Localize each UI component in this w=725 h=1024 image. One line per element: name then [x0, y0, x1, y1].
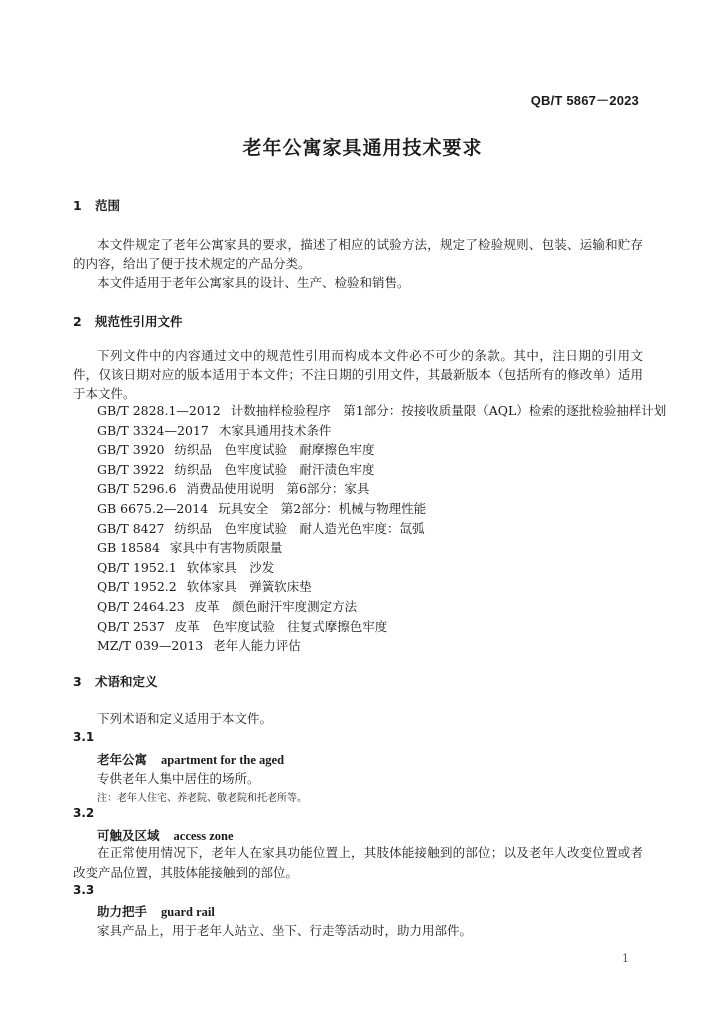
reference-code: GB/T 3922 [97, 461, 165, 477]
reference-item [97, 401, 666, 421]
reference-code: QB/T 2464.23 [97, 598, 185, 614]
reference-item [97, 499, 666, 519]
term-name [97, 826, 234, 844]
term-definition: 专供老年人集中居住的场所。 [97, 771, 260, 786]
reference-item [97, 519, 666, 539]
section-2-intro: 下列文件中的内容通过文中的规范性引用而构成本文件必不可少的条款。其中，注日期的引用文件，仅该日期对应的版本适用于本文件；不注日期的引用文件，其最新版本（包括所有的修改单）适用于本文件。 [73, 348, 643, 401]
section-2-title: 规范性引用文件 [95, 314, 183, 329]
document-title: 老年公寓家具通用技术要求 [242, 137, 483, 159]
section-1-paragraph-1: 本文件规定了老年公寓家具的要求，描述了相应的试验方法，规定了检验规则、包装、运输和贮存的内容，给出了便于技术规定的产品分类。 [73, 237, 643, 271]
reference-code: QB/T 2537 [97, 618, 165, 634]
reference-code: QB/T 1952.2 [97, 579, 177, 595]
reference-list [97, 401, 666, 656]
reference-item [97, 558, 666, 578]
reference-title: 皮革 色牢度试验 往复式摩擦色牢度 [174, 618, 388, 634]
reference-code: QB/T 1952.1 [97, 559, 177, 575]
standard-code: QB/T 5867－2023 [530, 93, 639, 108]
reference-item [97, 538, 666, 558]
term-name-en: access zone [173, 829, 234, 843]
term-name-zh: 可触及区域 [97, 828, 160, 843]
reference-item [97, 617, 666, 637]
section-1-number: 1 [73, 198, 82, 213]
term-name-zh: 老年公寓 [97, 752, 148, 767]
page-number: 1 [622, 952, 629, 965]
reference-title: 消费品使用说明 第6部分：家具 [186, 481, 370, 497]
section-3-title: 术语和定义 [95, 674, 158, 689]
reference-code: GB/T 5296.6 [97, 481, 177, 497]
reference-title: 家具中有害物质限量 [169, 540, 283, 556]
term-number: 3.2 [73, 806, 95, 820]
section-1-paragraph-2: 本文件适用于老年公寓家具的设计、生产、检验和销售。 [97, 275, 410, 290]
term-name-en: apartment for the aged [161, 753, 285, 767]
term-name-zh: 助力把手 [97, 904, 148, 919]
term-name [97, 902, 215, 920]
reference-item [97, 577, 666, 597]
reference-title: 皮革 颜色耐汗牢度测定方法 [194, 598, 358, 614]
reference-code: GB/T 3920 [97, 442, 165, 458]
reference-title: 纺织品 色牢度试验 耐汗渍色牢度 [174, 461, 375, 477]
section-3-intro: 下列术语和定义适用于本文件。 [97, 711, 273, 726]
reference-item [97, 479, 666, 499]
reference-code: GB/T 2828.1—2012 [97, 403, 221, 418]
reference-title: 纺织品 色牢度试验 耐摩擦色牢度 [174, 442, 375, 458]
reference-code: GB/T 3324—2017 [97, 422, 209, 438]
section-2-number: 2 [73, 314, 82, 329]
reference-title: 玩具安全 第2部分：机械与物理性能 [218, 500, 427, 516]
term-note: 注：老年人住宅、养老院、敬老院和托老所等。 [97, 793, 307, 804]
term-definition: 在正常使用情况下，老年人在家具功能位置上，其肢体能接触到的部位；以及老年人改变位置或者改变产品位置，其肢体能接触到的部位。 [73, 845, 643, 880]
reference-title: 软体家具 沙发 [186, 559, 275, 575]
term-number: 3.1 [73, 730, 95, 744]
reference-item [97, 597, 666, 617]
reference-item [97, 460, 666, 480]
reference-title: 木家具通用技术条件 [218, 422, 332, 438]
reference-item [97, 440, 666, 460]
reference-title: 纺织品 色牢度试验 耐人造光色牢度：氙弧 [174, 520, 425, 536]
section-3-heading [73, 672, 158, 690]
term-number: 3.3 [73, 883, 95, 897]
reference-title: 老年人能力评估 [213, 638, 301, 654]
reference-item [97, 636, 666, 656]
reference-code: MZ/T 039—2013 [97, 638, 204, 654]
section-2-heading [73, 312, 183, 330]
reference-item [97, 421, 666, 441]
section-1-title: 范围 [95, 198, 121, 213]
reference-code: GB/T 8427 [97, 520, 165, 536]
section-1-heading [73, 196, 120, 214]
term-name-en: guard rail [161, 905, 215, 919]
term-definition: 家具产品上，用于老年人站立、坐下、行走等活动时，助力用部件。 [97, 923, 473, 938]
reference-title: 计数抽样检验程序 第1部分：按接收质量限（AQL）检索的逐批检验抽样计划 [230, 403, 667, 418]
section-3-number: 3 [73, 674, 82, 689]
reference-code: GB 6675.2—2014 [97, 500, 209, 516]
term-name [97, 750, 284, 768]
reference-title: 软体家具 弹簧软床垫 [186, 579, 312, 595]
reference-code: GB 18584 [97, 540, 160, 556]
